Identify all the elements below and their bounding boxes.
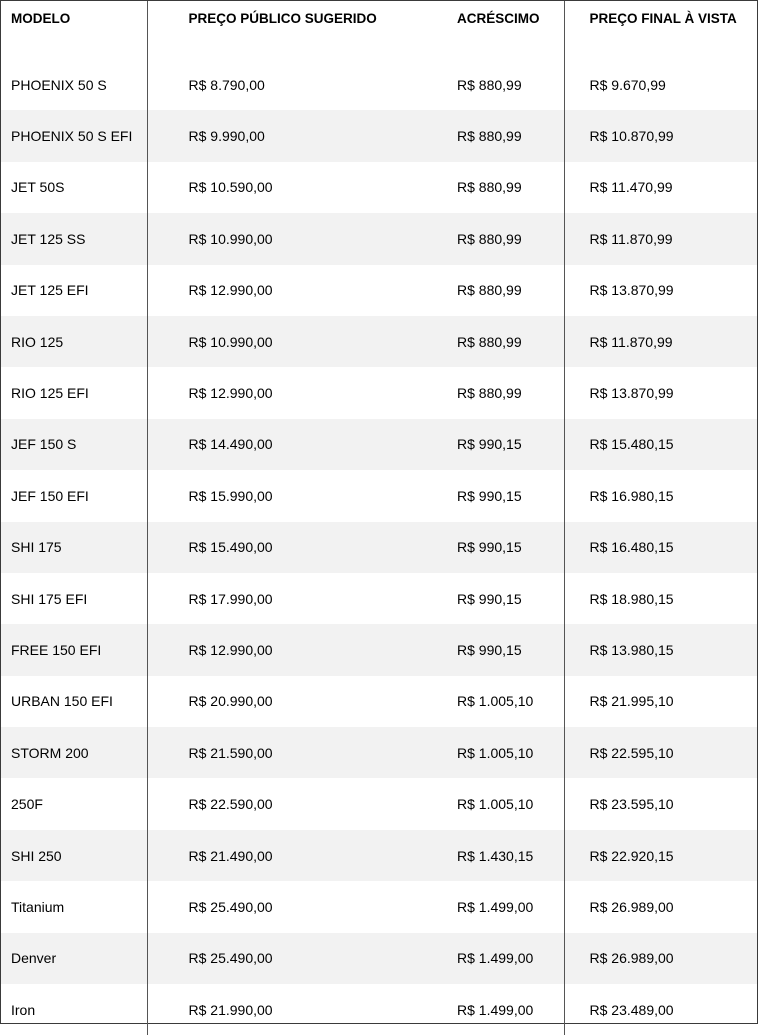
cell-preco-publico: R$ 10.590,00 — [188, 179, 273, 196]
cell-preco-final: R$ 11.470,99 — [589, 179, 673, 196]
cell-preco-publico: R$ 21.990,00 — [188, 1001, 273, 1018]
cell-acrescimo: R$ 880,99 — [440, 59, 564, 110]
cell-preco-final: R$ 26.989,00 — [589, 898, 674, 915]
cell-acrescimo: R$ 1.499,00 — [440, 881, 564, 932]
cell-preco-publico: R$ 21.490,00 — [147, 830, 440, 881]
cell-acrescimo: R$ 990,15 — [440, 624, 564, 675]
cell-modelo: SHI 175 EFI — [1, 573, 147, 624]
table-row — [1, 59, 757, 110]
table-row — [1, 265, 757, 316]
cell-acrescimo: R$ 880,99 — [440, 316, 564, 367]
cell-modelo: RIO 125 EFI — [1, 367, 147, 418]
table-row — [1, 624, 757, 675]
cell-acrescimo: R$ 880,99 — [440, 162, 564, 213]
price-table — [1, 1, 757, 1035]
cell-modelo: JET 125 EFI — [1, 265, 147, 316]
table-row — [1, 984, 757, 1035]
cell-modelo: PHOENIX 50 S — [1, 59, 147, 110]
cell-preco-final: R$ 15.480,15 — [564, 419, 757, 470]
cell-modelo: FREE 150 EFI — [1, 624, 147, 675]
cell-modelo: JEF 150 EFI — [1, 470, 147, 521]
cell-preco-final: R$ 13.870,99 — [589, 385, 674, 402]
cell-modelo: JET 125 SS — [1, 213, 147, 264]
cell-preco-publico: R$ 12.990,00 — [188, 385, 273, 402]
cell-acrescimo: R$ 880,99 — [440, 213, 564, 264]
table-row — [1, 573, 757, 624]
table-row — [1, 367, 757, 418]
cell-acrescimo: R$ 1.005,10 — [440, 778, 564, 829]
cell-preco-publico: R$ 9.990,00 — [147, 110, 440, 161]
cell-modelo: URBAN 150 EFI — [1, 676, 147, 727]
table-header — [1, 1, 757, 59]
table-row — [1, 110, 757, 161]
cell-preco-final: R$ 10.870,99 — [564, 110, 757, 161]
cell-acrescimo: R$ 880,99 — [440, 110, 564, 161]
cell-preco-publico: R$ 10.990,00 — [147, 213, 440, 264]
table-body — [1, 59, 757, 1035]
cell-modelo: 250F — [1, 778, 147, 829]
header-preco-final: PREÇO FINAL À VISTA — [589, 11, 737, 26]
cell-modelo: SHI 250 — [1, 830, 147, 881]
cell-acrescimo: R$ 990,15 — [440, 573, 564, 624]
header-modelo: MODELO — [1, 1, 147, 59]
table-row — [1, 522, 757, 573]
cell-preco-final: R$ 22.595,10 — [564, 727, 757, 778]
cell-modelo: PHOENIX 50 S EFI — [1, 110, 147, 161]
cell-preco-final: R$ 26.989,00 — [564, 933, 757, 984]
table-row — [1, 881, 757, 932]
cell-preco-final: R$ 13.870,99 — [589, 282, 674, 299]
cell-preco-final: R$ 16.980,15 — [589, 487, 674, 504]
cell-preco-final: R$ 9.670,99 — [589, 76, 666, 93]
cell-modelo: JET 50S — [1, 162, 147, 213]
cell-modelo: Denver — [1, 933, 147, 984]
cell-preco-publico: R$ 15.990,00 — [188, 487, 273, 504]
cell-preco-final: R$ 18.980,15 — [589, 590, 674, 607]
cell-acrescimo: R$ 1.499,00 — [440, 933, 564, 984]
cell-acrescimo: R$ 880,99 — [440, 367, 564, 418]
cell-preco-publico: R$ 15.490,00 — [147, 522, 440, 573]
cell-acrescimo: R$ 1.499,00 — [440, 984, 564, 1035]
cell-preco-final: R$ 11.870,99 — [564, 316, 757, 367]
cell-preco-publico: R$ 17.990,00 — [188, 590, 273, 607]
cell-modelo: JEF 150 S — [1, 419, 147, 470]
cell-acrescimo: R$ 990,15 — [440, 419, 564, 470]
table-row — [1, 727, 757, 778]
cell-preco-publico: R$ 22.590,00 — [188, 796, 273, 813]
table-row — [1, 316, 757, 367]
cell-modelo: SHI 175 — [1, 522, 147, 573]
cell-preco-publico: R$ 20.990,00 — [188, 693, 273, 710]
table-row — [1, 213, 757, 264]
cell-preco-publico: R$ 12.990,00 — [188, 282, 273, 299]
cell-preco-publico: R$ 14.490,00 — [147, 419, 440, 470]
cell-preco-final: R$ 21.995,10 — [589, 693, 674, 710]
table-row — [1, 676, 757, 727]
cell-preco-publico: R$ 12.990,00 — [147, 624, 440, 675]
cell-preco-final: R$ 16.480,15 — [564, 522, 757, 573]
cell-preco-publico: R$ 10.990,00 — [147, 316, 440, 367]
cell-modelo: RIO 125 — [1, 316, 147, 367]
cell-modelo: STORM 200 — [1, 727, 147, 778]
header-row — [1, 1, 757, 59]
cell-modelo: Titanium — [1, 881, 147, 932]
cell-preco-publico: R$ 25.490,00 — [188, 898, 273, 915]
cell-acrescimo: R$ 1.005,10 — [440, 727, 564, 778]
cell-preco-publico: R$ 21.590,00 — [147, 727, 440, 778]
cell-preco-final: R$ 22.920,15 — [564, 830, 757, 881]
cell-acrescimo: R$ 990,15 — [440, 522, 564, 573]
cell-preco-publico: R$ 8.790,00 — [188, 76, 265, 93]
cell-modelo: Iron — [1, 984, 147, 1035]
cell-acrescimo: R$ 1.430,15 — [440, 830, 564, 881]
cell-preco-final: R$ 13.980,15 — [564, 624, 757, 675]
header-acrescimo: ACRÉSCIMO — [440, 1, 564, 59]
table-row — [1, 470, 757, 521]
header-preco-publico: PREÇO PÚBLICO SUGERIDO — [188, 11, 377, 26]
table-row — [1, 162, 757, 213]
table-row — [1, 419, 757, 470]
table-row — [1, 778, 757, 829]
cell-preco-final: R$ 11.870,99 — [564, 213, 757, 264]
cell-acrescimo: R$ 880,99 — [440, 265, 564, 316]
cell-preco-publico: R$ 25.490,00 — [147, 933, 440, 984]
cell-preco-final: R$ 23.489,00 — [589, 1001, 674, 1018]
table-row — [1, 830, 757, 881]
table-row — [1, 933, 757, 984]
cell-preco-final: R$ 23.595,10 — [589, 796, 674, 813]
cell-acrescimo: R$ 990,15 — [440, 470, 564, 521]
cell-acrescimo: R$ 1.005,10 — [440, 676, 564, 727]
